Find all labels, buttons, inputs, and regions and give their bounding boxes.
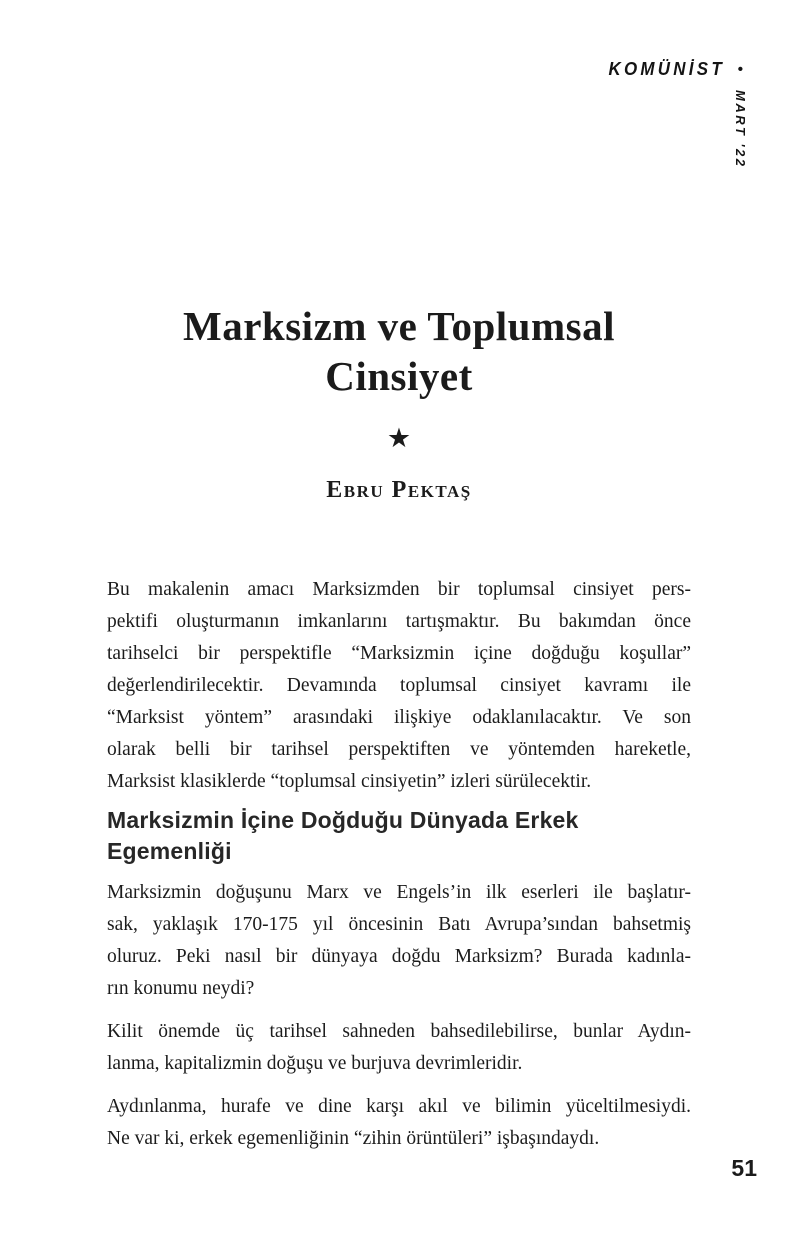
author-name: Ebru Pektaş xyxy=(326,477,472,503)
page-number: 51 xyxy=(731,1155,757,1181)
masthead xyxy=(601,59,743,80)
body-line: rın konumu neydi? xyxy=(107,978,255,999)
body-line: olarak belli bir tarihsel perspektiften ve yöntemden hareketle, xyxy=(107,739,691,760)
body-line: sak, yaklaşık 170-175 yıl öncesinin Batı Avrupa’sından bahsetmiş xyxy=(107,914,691,935)
issue-date-vertical: MART '22 xyxy=(733,90,748,169)
body-line: Marksist klasiklerde “toplumsal cinsiyetin” izleri sürülecektir. xyxy=(107,771,592,792)
body-line: Marksizmin doğuşunu Marx ve Engels’in ilk eserleri ile başlatır- xyxy=(107,882,691,903)
body-line: oluruz. Peki nasıl bir dünyaya doğdu Marksizm? Burada kadınla- xyxy=(107,946,691,967)
body-paragraph xyxy=(107,1091,691,1155)
article-title-line2: Cinsiyet xyxy=(325,353,473,399)
body-line: Kilit önemde üç tarihsel sahneden bahsedilebilirse, bunlar Aydın- xyxy=(107,1021,691,1042)
section-heading-line1: Marksizmin İçine Doğduğu Dünyada Erkek xyxy=(107,807,579,833)
body-paragraph xyxy=(107,877,691,1005)
body-line: değerlendirilecektir. Devamında toplumsal cinsiyet kavramı ile xyxy=(107,675,691,696)
body-line: Ne var ki, erkek egemenliğinin “zihin örüntüleri” işbaşındaydı. xyxy=(107,1128,600,1149)
body-line: lanma, kapitalizmin doğuşu ve burjuva devrimleridir. xyxy=(107,1053,523,1074)
section-heading-line2: Egemenliği xyxy=(107,838,232,864)
body-line: tarihselci bir perspektifle “Marksizmin içine doğduğu koşullar” xyxy=(107,643,691,664)
article-body xyxy=(107,574,691,1155)
body-line: pektifi oluşturmanın imkanlarını tartışmaktır. Bu bakımdan önce xyxy=(107,611,691,632)
section-heading xyxy=(107,805,691,867)
article-title-line1: Marksizm ve Toplumsal xyxy=(183,303,615,349)
magazine-name: KOMÜNİST xyxy=(608,59,725,79)
body-line: Bu makalenin amacı Marksizmden bir toplumsal cinsiyet pers- xyxy=(107,579,691,600)
body-paragraph xyxy=(107,1016,691,1080)
article-title xyxy=(0,301,798,401)
star-divider-icon: ★ xyxy=(386,423,412,453)
intro-paragraph xyxy=(107,574,691,798)
body-line: Aydınlanma, hurafe ve dine karşı akıl ve bilimin yüceltilmesiydi. xyxy=(107,1096,691,1117)
bullet-separator-icon: • xyxy=(737,61,743,78)
body-line: “Marksist yöntem” arasındaki ilişkiye odaklanılacaktır. Ve son xyxy=(107,707,691,728)
